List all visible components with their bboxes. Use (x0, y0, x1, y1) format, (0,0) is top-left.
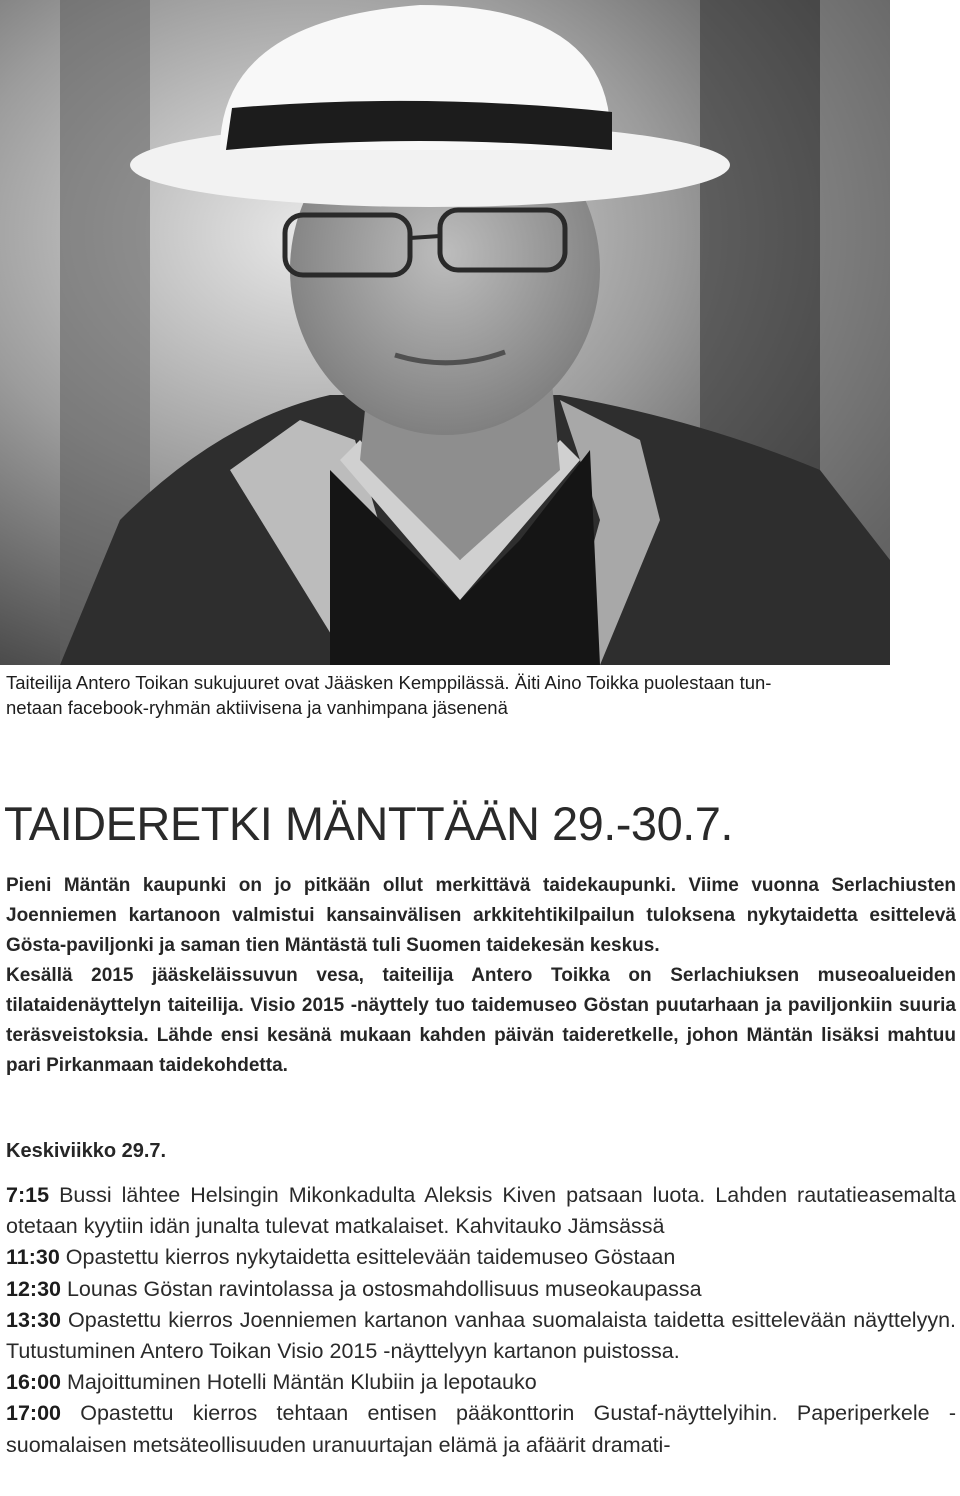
schedule-item (6, 1367, 956, 1398)
portrait-illustration (0, 0, 890, 665)
day-heading: Keskiviikko 29.7. (6, 1140, 167, 1162)
schedule-item (6, 1242, 956, 1273)
schedule-item (6, 1180, 956, 1242)
intro-paragraph-1: Pieni Mäntän kaupunki on jo pitkään ollut merkittävä taidekaupunki. Viime vuonna Serlachiusten Joenniemen kartanoon valmistui kansainvälisen arkkitehtikilpailun tuloksena nykytaidetta esittelevä Gösta-paviljonki ja saman tien Mäntästä tuli Suomen taidekesän keskus. (6, 875, 956, 956)
schedule-item (6, 1398, 956, 1460)
schedule-time: 13:30 (6, 1307, 61, 1332)
schedule-text: Opastettu kierros Joenniemen kartanon vanhaa suomalaista taidetta esittelevään näyttelyyn. Tutustuminen Antero Toikan Visio 2015 -näyttelyyn kartanon puistossa. (6, 1307, 956, 1364)
schedule-list (6, 1180, 956, 1461)
intro-text (6, 871, 956, 1081)
schedule-time: 11:30 (6, 1245, 60, 1270)
schedule-text: Opastettu kierros tehtaan entisen pääkonttorin Gustaf-näyttelyihin. Paperiperkele - suomalaisen metsäteollisuuden uranuurtajan elämä ja afäärit dramati- (6, 1401, 956, 1457)
schedule-text: Opastettu kierros nykytaidetta esittelevään taidemuseo Göstaan (59, 1245, 676, 1270)
schedule-time: 7:15 (6, 1183, 50, 1207)
article-headline: TAIDERETKI MÄNTTÄÄN 29.-30.7. (4, 797, 733, 850)
caption-line-2: netaan facebook-ryhmän aktiivisena ja vanhimpana jäsenenä (6, 697, 508, 718)
caption-line-1: Taiteilija Antero Toikan sukujuuret ovat Jääsken Kemppilässä. Äiti Aino Toikka puolestaan tun- (6, 672, 772, 693)
schedule-text: Lounas Göstan ravintolassa ja ostosmahdollisuus museokaupassa (61, 1276, 702, 1301)
portrait-photo (0, 0, 890, 665)
schedule-time: 12:30 (6, 1276, 61, 1301)
intro-paragraph-2: Kesällä 2015 jääskeläissuvun vesa, taiteilija Antero Toikka on Serlachiuksen museoalueiden tilataidenäyttelyn taiteilija. Visio 2015 -näyttely tuo taidemuseo Göstan puutarhaan ja paviljonkiin suuria teräsveistoksia. Lähde ensi kesänä mukaan kahden päivän taideretkelle, johon Mäntän lisäksi mahtuu pari Pirkanmaan taidekohdetta. (6, 965, 956, 1076)
schedule-item (6, 1274, 956, 1305)
schedule-text: Bussi lähtee Helsingin Mikonkadulta Aleksis Kiven patsaan luota. Lahden rautatieasemalta otetaan kyytiin idän junalta tulevat matkalaiset. Kahvitauko Jämsässä (6, 1183, 956, 1239)
schedule-text: Majoittuminen Hotelli Mäntän Klubiin ja lepotauko (61, 1370, 537, 1395)
schedule-time: 17:00 (6, 1401, 61, 1426)
schedule-item (6, 1305, 956, 1367)
photo-caption (6, 670, 896, 720)
schedule-time: 16:00 (6, 1370, 61, 1395)
